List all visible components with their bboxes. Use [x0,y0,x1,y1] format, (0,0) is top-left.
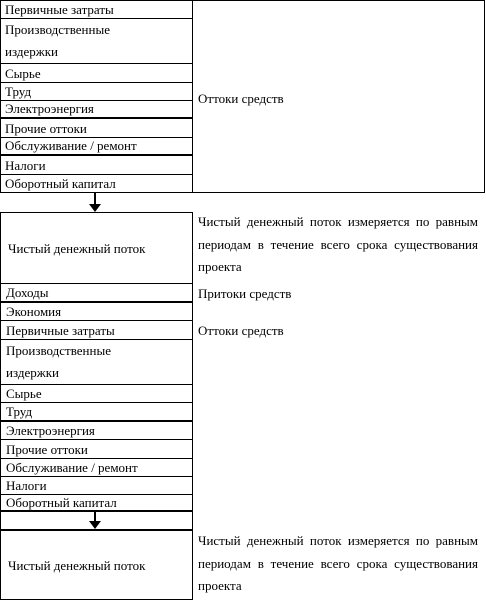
cost-item: Труд [0,83,192,101]
outflows-label-1: Оттоки средств [198,91,284,106]
cost-item: Труд [1,403,192,422]
cost-item: Сырье [0,64,192,83]
cost-item: Первичные затраты [0,2,192,19]
economy-item: Экономия [1,303,192,321]
net-flow-box-2 [0,529,193,600]
cost-item: Обслуживание / ремонт [1,459,192,477]
net-flow-box-1 [0,212,193,284]
net-flow-description-1: Чистый денежный поток измеряется по равным периодам в течение всего срока существования проекта [198,214,478,274]
cost-item: Обслуживание / ремонт [0,138,192,156]
cost-item: Налоги [0,156,192,175]
cost-list-2 [0,303,193,511]
cost-item: Электроэнергия [0,101,192,119]
net-flow-label-1: Чистый денежный поток [8,241,146,256]
cost-item: Сырье [1,385,192,403]
cost-item: Производственные издержки [1,340,192,385]
cost-list-1 [0,0,193,193]
income-row [0,284,193,303]
cost-item: Первичные затраты [1,321,192,340]
cost-item: Прочие оттоки [1,440,192,459]
cost-item: Оборотный капитал [5,176,116,191]
outflows-label-2: Оттоки средств [198,323,284,338]
inflows-label: Притоки средств [198,286,292,301]
net-flow-label-2: Чистый денежный поток [8,558,146,573]
cost-item: Прочие оттоки [0,119,192,138]
cost-item: Оборотный капитал [6,495,117,510]
cost-item: Налоги [1,477,192,495]
cost-item: Производственные издержки [0,19,192,64]
income-label: Доходы [6,285,49,300]
net-flow-description-2: Чистый денежный поток измеряется по равным периодам в течение всего срока существования проекта [198,533,478,593]
down-arrow-1 [89,193,101,213]
cost-item: Электроэнергия [1,422,192,440]
